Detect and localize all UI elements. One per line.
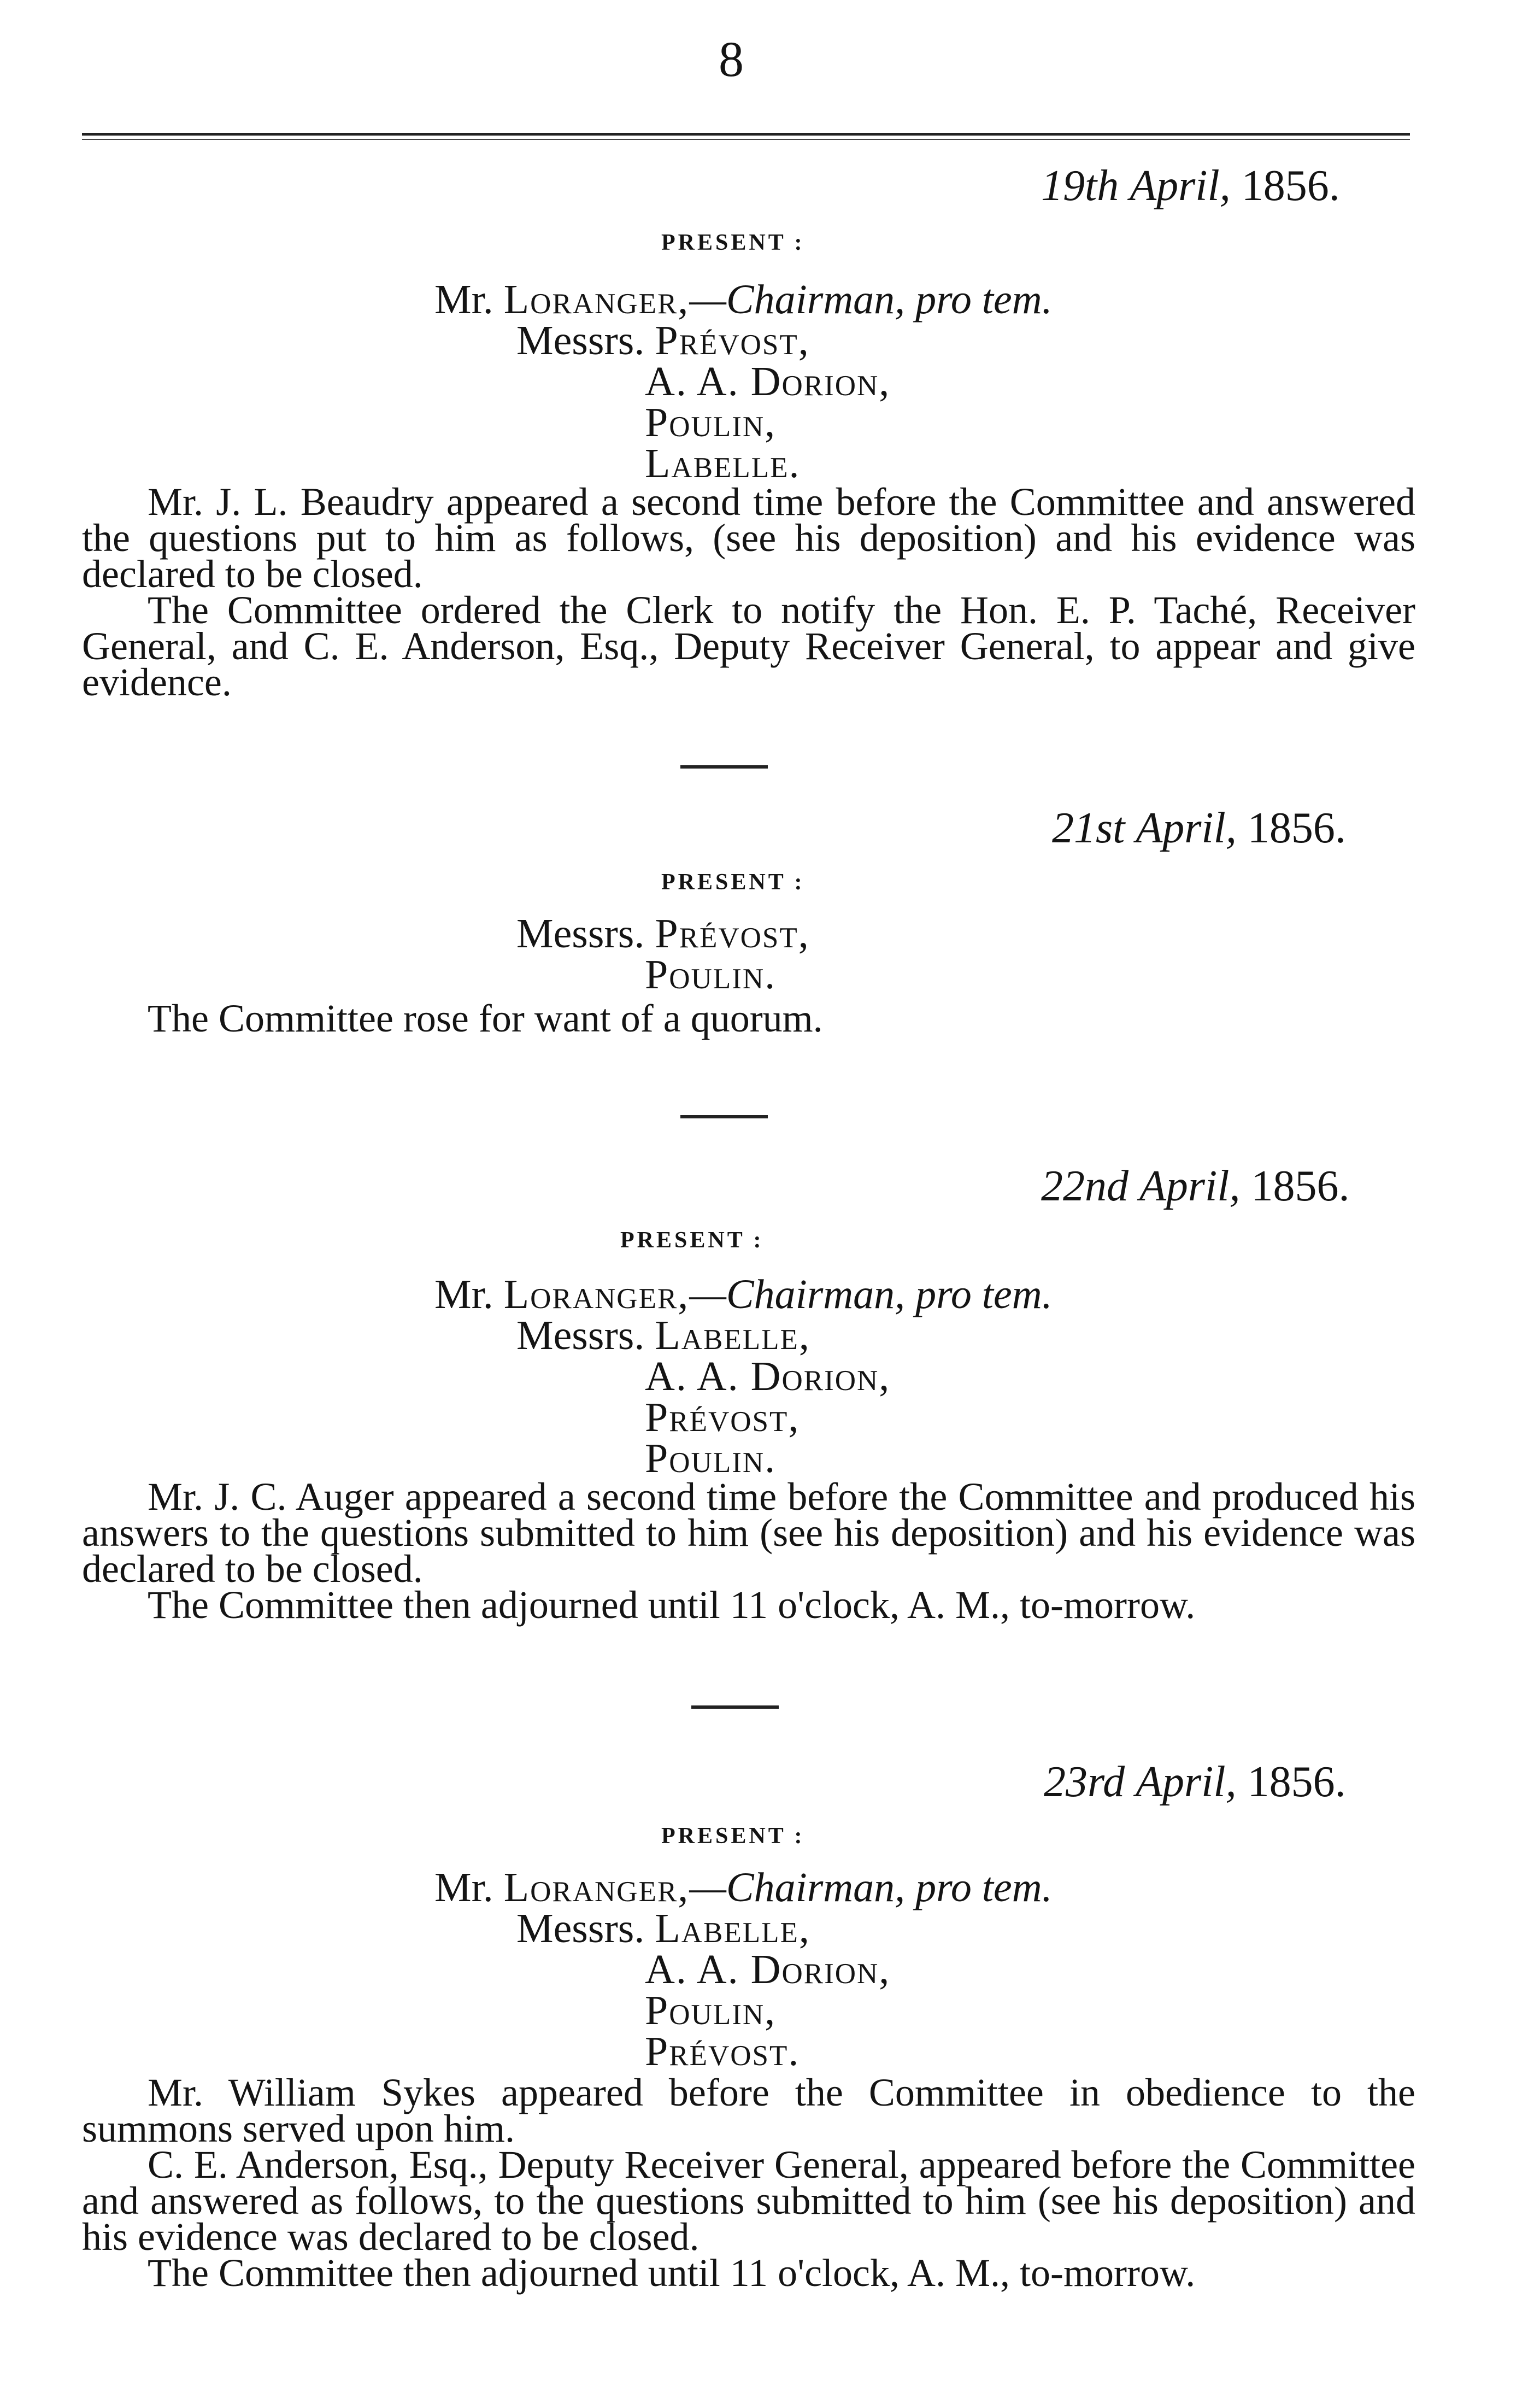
members-line (516, 1312, 810, 1359)
minute-paragraph: Mr. William Sykes appeared before the Committee in obedience to the summons served upon him. (82, 2071, 1415, 2150)
section-divider (680, 765, 768, 769)
present-heading: PRESENT : (620, 1228, 764, 1253)
minute-paragraph: The Committee ordered the Clerk to notify the Hon. E. P. Taché, Receiver General, and C. E. Anderson, Esq., Deputy Receiver General, to appear and give evidence. (82, 588, 1415, 704)
chair-role: —Chairman, pro tem. (689, 277, 1053, 323)
member-name: A. A. Dorion, (645, 359, 891, 404)
member-name: Labelle, (655, 1312, 810, 1358)
entry-date (1041, 1162, 1349, 1211)
present-heading: PRESENT : (661, 870, 805, 895)
date-year: 1856. (1247, 1758, 1346, 1806)
minute-paragraph: Mr. J. C. Auger appeared a second time before the Committee and produced his answers to the questions submitted to him (see his deposition) and his evidence was declared to be closed. (82, 1475, 1415, 1591)
members-prefix: Messrs. (516, 318, 645, 364)
members-prefix: Messrs. (516, 1906, 645, 1951)
date-year: 1856. (1241, 162, 1340, 210)
date-year: 1856. (1247, 804, 1346, 852)
chairman-line (434, 276, 1053, 324)
member-name: Labelle. (645, 441, 801, 486)
section-divider (680, 1115, 768, 1118)
member-name: Poulin, (645, 400, 777, 445)
member-name: Poulin. (645, 952, 777, 998)
members-prefix: Messrs. (516, 911, 645, 957)
minutes-body (82, 996, 1415, 1040)
present-heading: PRESENT : (661, 1824, 805, 1849)
minute-paragraph: Mr. J. L. Beaudry appeared a second time before the Committee and answered the questions put to him as follows, (see his deposition) and his evidence was declared to be closed. (82, 480, 1415, 596)
entry-date (1052, 804, 1346, 853)
date-month: April, (1136, 1758, 1237, 1806)
date-month: April, (1130, 162, 1231, 210)
minute-paragraph: C. E. Anderson, Esq., Deputy Receiver General, appeared before the Committee and answered as follows, to the questions submitted to him (see his deposition) and his evidence was declared to be closed. (82, 2143, 1415, 2259)
minutes-body (82, 480, 1415, 704)
header-rule (82, 133, 1410, 136)
member-name: A. A. Dorion, (645, 1947, 891, 1992)
chair-name: Loranger, (503, 277, 690, 323)
member-name: Prévost, (655, 318, 810, 364)
chair-role: —Chairman, pro tem. (689, 1271, 1053, 1317)
date-year: 1856. (1251, 1162, 1350, 1210)
date-day: 23rd (1044, 1758, 1125, 1806)
present-heading: PRESENT : (661, 230, 805, 255)
date-day: 19th (1041, 162, 1119, 210)
chairman-line (434, 1271, 1053, 1318)
member-name: Poulin. (645, 1435, 777, 1481)
member-name: Labelle, (655, 1906, 810, 1951)
member-name: Prévost, (655, 911, 810, 957)
chair-name: Loranger, (503, 1865, 690, 1910)
chair-prefix: Mr. (434, 1271, 493, 1317)
date-month: April, (1139, 1162, 1241, 1210)
member-name: Prévost, (645, 1394, 800, 1440)
chair-prefix: Mr. (434, 277, 493, 323)
chair-role: —Chairman, pro tem. (689, 1865, 1053, 1910)
members-line (516, 1905, 810, 1953)
members-line (516, 910, 810, 958)
minutes-body (82, 2071, 1415, 2295)
members-line (516, 317, 810, 365)
minute-paragraph: The Committee then adjourned until 11 o'clock, A. M., to-morrow. (148, 2251, 1196, 2295)
entry-date (1044, 1757, 1346, 1807)
date-day: 22nd (1041, 1162, 1128, 1210)
date-day: 21st (1052, 804, 1125, 852)
section-divider (691, 1705, 779, 1709)
member-name: Prévost. (645, 2029, 800, 2074)
chairman-line (434, 1864, 1053, 1912)
header-rule-thin (82, 139, 1410, 140)
date-month: April, (1136, 804, 1237, 852)
page-number: 8 (719, 31, 744, 87)
member-name: A. A. Dorion, (645, 1353, 891, 1399)
minute-paragraph: The Committee then adjourned until 11 o'clock, A. M., to-morrow. (148, 1583, 1196, 1627)
minute-paragraph: The Committee rose for want of a quorum. (148, 996, 823, 1040)
members-prefix: Messrs. (516, 1312, 645, 1358)
minutes-body (82, 1475, 1415, 1627)
member-name: Poulin, (645, 1988, 777, 2033)
entry-date (1041, 161, 1340, 211)
chair-name: Loranger, (503, 1271, 690, 1317)
chair-prefix: Mr. (434, 1865, 493, 1910)
